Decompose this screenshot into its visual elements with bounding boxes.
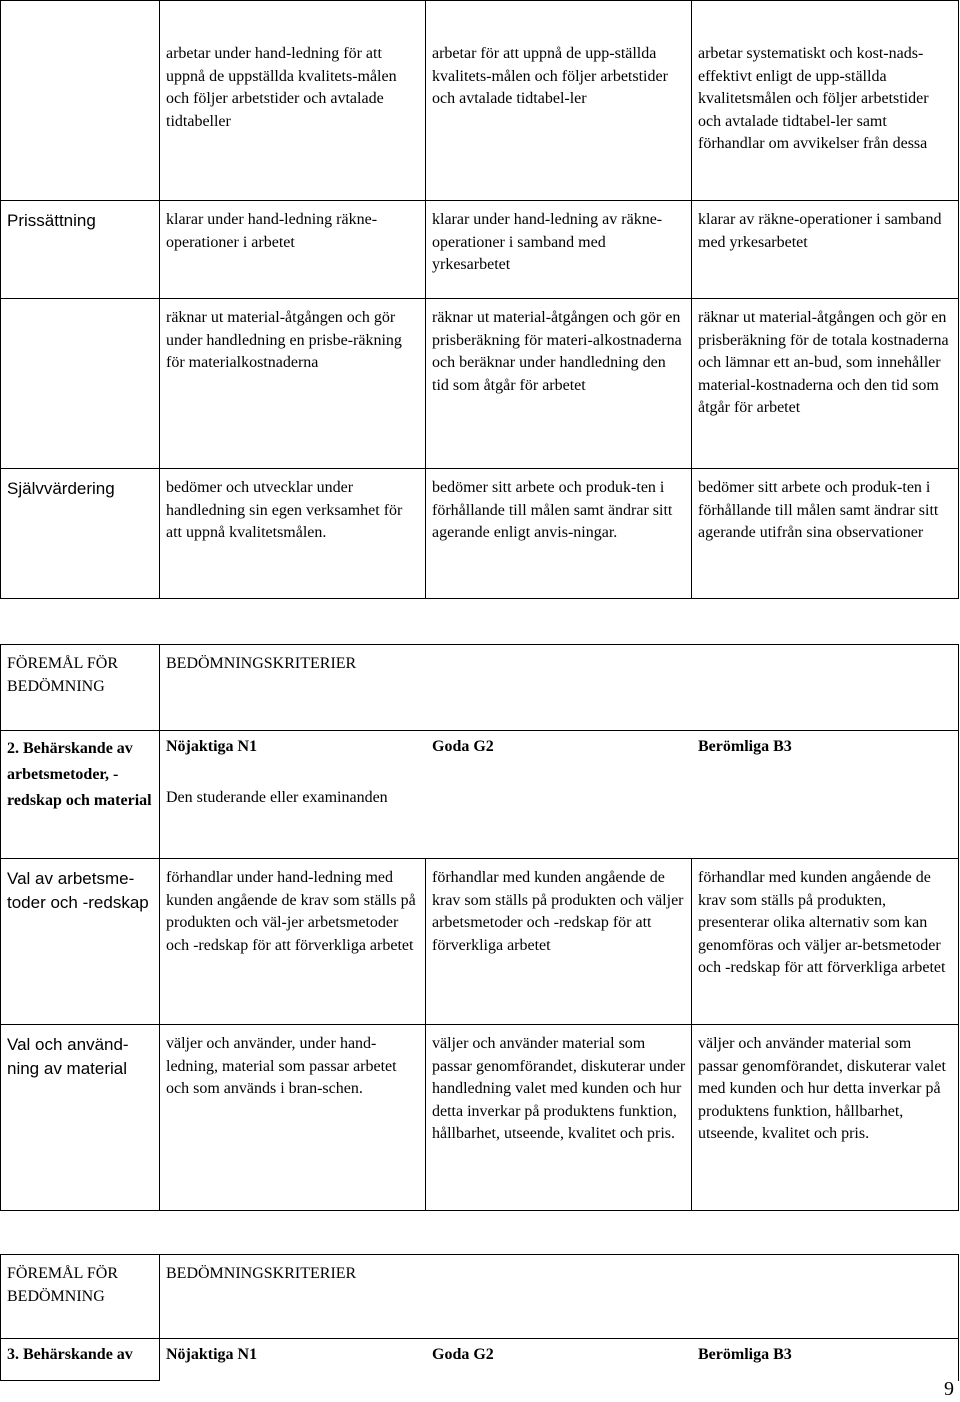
grades-cell bbox=[160, 1339, 959, 1381]
table-cell: väljer och använder material som passar genomförandet, diskuterar valet med kunden och hur detta inverkar på produktens funktion, hållbarhet, utseende, kvalitet och pris. bbox=[692, 1025, 959, 1211]
table-cell: bedömer sitt arbete och produk-ten i förhållande till målen samt ändrar sitt agerande utifrån sina observationer bbox=[692, 469, 959, 599]
table-cell: räknar ut material-åtgången och gör under handledning en prisbe-räkning för materialkostnaderna bbox=[160, 299, 426, 469]
table-cell: räknar ut material-åtgången och gör en prisberäkning för de totala kostnaderna och lämnar ett an-bud, som innehåller material-kostnaderna och den tid som åtgår för arbetet bbox=[692, 299, 959, 469]
table-cell: förhandlar med kunden angående de krav som ställs på produkten och väljer arbetsmetoder och -redskap för att förverkliga arbetet bbox=[426, 859, 692, 1025]
grade-b3: Berömliga B3 bbox=[698, 738, 792, 755]
section-title: 3. Behärskande av bbox=[1, 1339, 160, 1381]
table-cell: bedömer sitt arbete och produk-ten i förhållande till målen samt ändrar sitt agerande enligt anvis-ningar. bbox=[426, 469, 692, 599]
row-label-prissattning: Prissättning bbox=[1, 201, 160, 299]
table-cell: räknar ut material-åtgången och gör en prisberäkning för materi-alkostnaderna och beräknar under handledning den tid som åtgår för arbetet bbox=[426, 299, 692, 469]
table-cell: väljer och använder material som passar genomförandet, diskuterar under handledning valet med kunden och hur detta inverkar på produktens funktion, hållbarhet, utseende, kvalitet och pris. bbox=[426, 1025, 692, 1211]
subject-text: Den studerande eller examinanden bbox=[166, 788, 388, 806]
grade-n1: Nöjaktiga N1 bbox=[166, 1346, 258, 1363]
table-cell-empty bbox=[1, 1, 160, 201]
table-cell: klarar av räkne-operationer i samband med yrkesarbetet bbox=[692, 201, 959, 299]
row-label-empty bbox=[1, 299, 160, 469]
header-kriterier: BEDÖMNINGSKRITERIER bbox=[160, 1255, 959, 1339]
table-row bbox=[1, 469, 959, 599]
table-cell: arbetar under hand-ledning för att uppnå de uppställda kvalitets-målen och följer arbetstider och avtalade tidtabeller bbox=[160, 1, 426, 201]
header-foremal: FÖREMÅL FÖR BEDÖMNING bbox=[1, 1255, 160, 1339]
row-label-val-arbetsmetoder: Val av arbetsme-toder och -redskap bbox=[1, 859, 160, 1025]
header-foremal: FÖREMÅL FÖR BEDÖMNING bbox=[1, 645, 160, 731]
grades-row bbox=[160, 736, 958, 759]
grade-g2: Goda G2 bbox=[432, 738, 494, 755]
table-row bbox=[1, 299, 959, 469]
table-row bbox=[1, 1255, 959, 1339]
table-row bbox=[1, 1025, 959, 1211]
grades-row bbox=[160, 1344, 958, 1367]
table-cell: arbetar systematiskt och kost-nads-effektivt enligt de upp-ställda kvalitetsmålen och följer arbetstider och avtalade tidtabel-ler samt förhandlar om avvikelser från dessa bbox=[692, 1, 959, 201]
table-row bbox=[1, 1339, 959, 1381]
grade-b3: Berömliga B3 bbox=[698, 1346, 792, 1363]
criteria-table-2 bbox=[0, 644, 959, 1211]
table-cell: förhandlar under hand-ledning med kunden angående de krav som ställs på produkten och väl-jer arbetsmetoder och -redskap för att förverkliga arbetet bbox=[160, 859, 426, 1025]
header-kriterier: BEDÖMNINGSKRITERIER bbox=[160, 645, 959, 731]
table-cell: klarar under hand-ledning av räkne-operationer i samband med yrkesarbetet bbox=[426, 201, 692, 299]
grades-cell bbox=[160, 731, 959, 859]
grade-g2: Goda G2 bbox=[432, 1346, 494, 1363]
table-row bbox=[1, 859, 959, 1025]
page-number: 9 bbox=[944, 1378, 954, 1400]
table-cell: förhandlar med kunden angående de krav som ställs på produkten, presenterar olika alternativ som kan genomföras och väljer ar-betsmetoder och -redskap för att förverkliga arbetet bbox=[692, 859, 959, 1025]
table-row bbox=[1, 731, 959, 859]
table-row bbox=[1, 645, 959, 731]
row-label-val-material: Val och använd-ning av material bbox=[1, 1025, 160, 1211]
criteria-table-1 bbox=[0, 0, 959, 599]
section-title: 2. Behärskande av arbetsmetoder, -redskap och material bbox=[1, 731, 160, 859]
table-cell: arbetar för att uppnå de upp-ställda kvalitets-målen och följer arbetstider och avtalade tidtabel-ler bbox=[426, 1, 692, 201]
criteria-table-3 bbox=[0, 1254, 959, 1381]
row-label-sjalvvardering: Självvärdering bbox=[1, 469, 160, 599]
table-row bbox=[1, 201, 959, 299]
table-cell: bedömer och utvecklar under handledning sin egen verksamhet för att uppnå kvalitetsmålen. bbox=[160, 469, 426, 599]
grade-n1: Nöjaktiga N1 bbox=[166, 738, 258, 755]
table-cell: väljer och använder, under hand-ledning, material som passar arbetet och som används i bran-schen. bbox=[160, 1025, 426, 1211]
table-cell: klarar under hand-ledning räkne-operationer i arbetet bbox=[160, 201, 426, 299]
table-row bbox=[1, 1, 959, 201]
